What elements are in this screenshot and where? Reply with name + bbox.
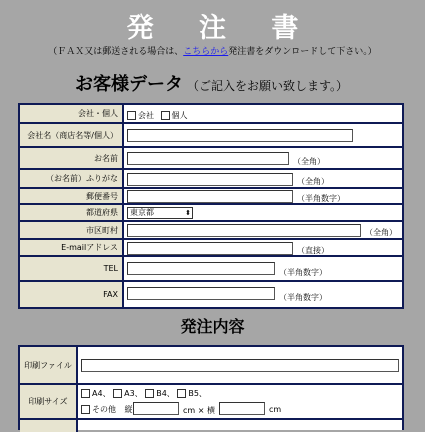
company-input[interactable] <box>127 129 353 142</box>
fax-hint: （半角数字） <box>279 293 327 302</box>
row-print-size: 印刷サイズ A4、 A3、 B4、 B5、 その他 縦 cm × 横 cm <box>20 385 402 420</box>
size-b5-label: B5 <box>188 389 199 398</box>
row-email <box>20 240 402 257</box>
size-a4-checkbox[interactable] <box>81 389 90 398</box>
print-file-input[interactable] <box>81 359 399 372</box>
email-input[interactable] <box>127 242 293 255</box>
dropdown-arrow-icon: ⬍ <box>185 209 191 217</box>
furigana-input[interactable] <box>127 173 293 186</box>
width-separator: cm × 横 <box>183 406 215 415</box>
size-a4-label: A4 <box>92 389 103 398</box>
size-b5-checkbox[interactable] <box>177 389 186 398</box>
personal-option-label: 個人 <box>171 111 188 120</box>
prefecture-label: 都道府県 <box>20 205 124 220</box>
city-label: 市区町村 <box>20 222 124 238</box>
customer-section-heading <box>75 70 348 96</box>
row-next <box>20 420 402 432</box>
name-hint: （全角） <box>293 157 325 166</box>
email-label: E-mailアドレス <box>20 240 124 255</box>
customer-form <box>18 103 404 309</box>
tel-hint: （半角数字） <box>279 268 327 277</box>
postal-input[interactable] <box>127 190 293 203</box>
fax-note-suffix: 発注書をダウンロードして下さい。） <box>228 47 377 57</box>
row-postal <box>20 189 402 205</box>
size-other-checkbox[interactable] <box>81 405 90 414</box>
prefecture-selected: 東京都 <box>130 208 154 217</box>
type-label: 会社・個人 <box>20 105 124 122</box>
row-name <box>20 148 402 170</box>
city-hint: （全角） <box>365 228 397 237</box>
size-a3-checkbox[interactable] <box>113 389 122 398</box>
row-furigana <box>20 170 402 189</box>
row-prefecture <box>20 205 402 222</box>
tel-input[interactable] <box>127 262 275 275</box>
order-form <box>18 345 404 430</box>
size-b4-checkbox[interactable] <box>145 389 154 398</box>
name-input[interactable] <box>127 152 289 165</box>
company-checkbox[interactable] <box>127 111 136 120</box>
city-input[interactable] <box>127 224 361 237</box>
customer-subheading: （ご記入をお願い致します。） <box>187 79 349 93</box>
height-label: 縦 <box>124 405 133 414</box>
company-option-label: 会社 <box>138 111 154 120</box>
customer-heading: お客様データ <box>75 74 183 95</box>
name-label: お名前 <box>20 148 124 168</box>
size-other-label: その他 <box>92 405 116 414</box>
fax-note-prefix: （ＦＡＸ又は郵送される場合は、 <box>48 47 184 57</box>
row-city <box>20 222 402 240</box>
fax-input[interactable] <box>127 287 275 300</box>
size-b4-label: B4 <box>156 389 167 398</box>
download-link[interactable]: こちらから <box>183 47 229 57</box>
height-input[interactable] <box>133 402 179 415</box>
fax-label: FAX <box>20 282 124 307</box>
row-type <box>20 105 402 124</box>
width-input[interactable] <box>219 402 265 415</box>
company-label: 会社名（商店名等/個人） <box>20 124 124 146</box>
furigana-hint: （全角） <box>297 177 329 186</box>
size-a3-label: A3 <box>124 389 135 398</box>
order-heading: 発注内容 <box>180 317 245 336</box>
prefecture-select[interactable] <box>127 207 193 219</box>
fax-note <box>0 44 425 57</box>
email-hint: （直接） <box>297 246 329 255</box>
size-unit: cm <box>269 405 282 414</box>
tel-label: TEL <box>20 257 124 280</box>
row-tel <box>20 257 402 282</box>
print-size-label: 印刷サイズ <box>20 385 78 418</box>
row-print-file <box>20 347 402 385</box>
furigana-label: （お名前）ふりがな <box>20 170 124 187</box>
personal-checkbox[interactable] <box>161 111 170 120</box>
row-company <box>20 124 402 148</box>
postal-hint: （半角数字） <box>297 194 345 203</box>
page-title: 発 注 書 <box>126 13 317 44</box>
postal-label: 郵便番号 <box>20 189 124 203</box>
print-file-label: 印刷ファイル <box>20 347 78 383</box>
row-fax <box>20 282 402 307</box>
